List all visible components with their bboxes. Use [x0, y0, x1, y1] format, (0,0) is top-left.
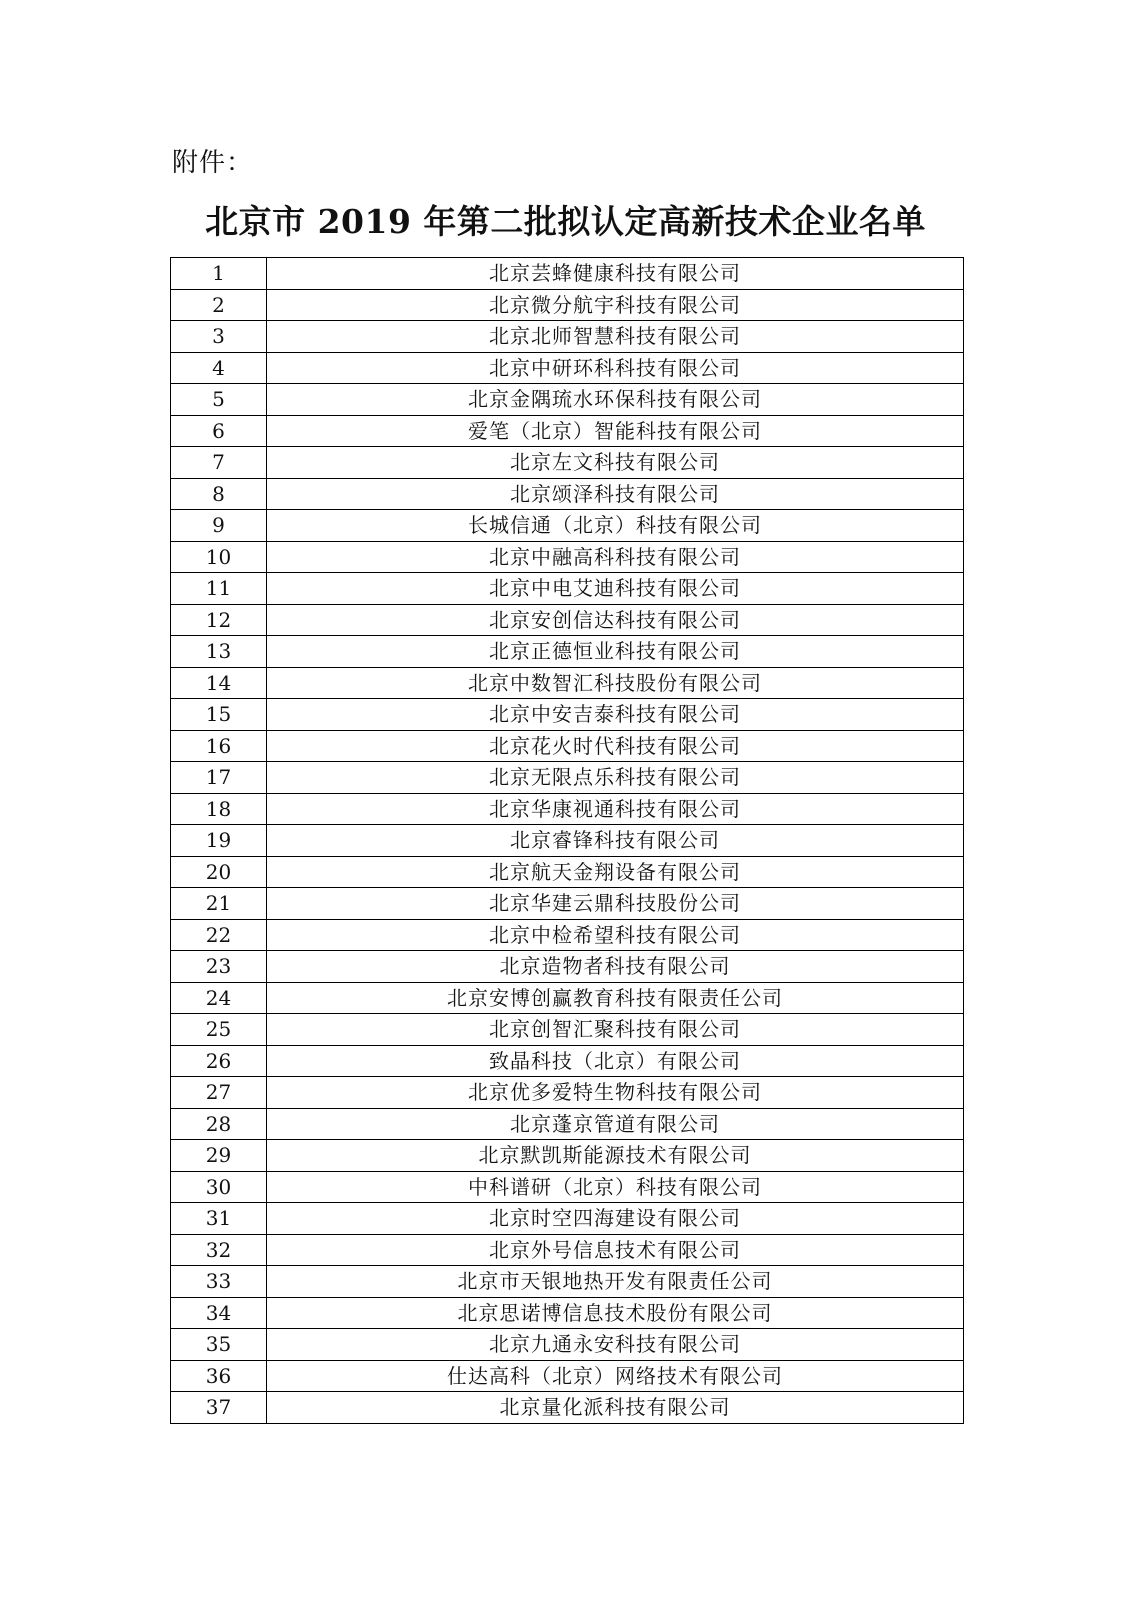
table-row — [171, 1266, 964, 1298]
row-index-cell: 33 — [171, 1266, 267, 1298]
row-index-cell: 20 — [171, 856, 267, 888]
row-index-cell: 29 — [171, 1140, 267, 1172]
table-row — [171, 888, 964, 920]
company-name-cell: 仕达高科（北京）网络技术有限公司 — [267, 1360, 964, 1392]
table-row — [171, 1140, 964, 1172]
row-index-cell: 10 — [171, 541, 267, 573]
row-index-cell: 2 — [171, 289, 267, 321]
table-row — [171, 951, 964, 983]
table-row — [171, 604, 964, 636]
row-index-cell: 12 — [171, 604, 267, 636]
table-row — [171, 699, 964, 731]
company-name-cell: 北京外号信息技术有限公司 — [267, 1234, 964, 1266]
company-name-cell: 北京优多爱特生物科技有限公司 — [267, 1077, 964, 1109]
row-index-cell: 28 — [171, 1108, 267, 1140]
company-name-cell: 北京正德恒业科技有限公司 — [267, 636, 964, 668]
company-name-cell: 北京华康视通科技有限公司 — [267, 793, 964, 825]
table-row — [171, 825, 964, 857]
company-name-cell: 北京中安吉泰科技有限公司 — [267, 699, 964, 731]
company-name-cell: 北京默凯斯能源技术有限公司 — [267, 1140, 964, 1172]
company-name-cell: 北京无限点乐科技有限公司 — [267, 762, 964, 794]
attachment-label: 附件： — [172, 148, 254, 178]
row-index-cell: 14 — [171, 667, 267, 699]
company-name-cell: 北京中检希望科技有限公司 — [267, 919, 964, 951]
table-row — [171, 636, 964, 668]
row-index-cell: 3 — [171, 321, 267, 353]
row-index-cell: 18 — [171, 793, 267, 825]
company-name-cell: 北京颂泽科技有限公司 — [267, 478, 964, 510]
company-name-cell: 北京北师智慧科技有限公司 — [267, 321, 964, 353]
table-row — [171, 573, 964, 605]
row-index-cell: 36 — [171, 1360, 267, 1392]
company-name-cell: 北京华建云鼎科技股份公司 — [267, 888, 964, 920]
company-name-cell: 北京创智汇聚科技有限公司 — [267, 1014, 964, 1046]
row-index-cell: 15 — [171, 699, 267, 731]
table-row — [171, 1171, 964, 1203]
row-index-cell: 16 — [171, 730, 267, 762]
company-name-cell: 致晶科技（北京）有限公司 — [267, 1045, 964, 1077]
row-index-cell: 32 — [171, 1234, 267, 1266]
table-row — [171, 384, 964, 416]
row-index-cell: 1 — [171, 258, 267, 290]
company-name-cell: 北京金隅琉水环保科技有限公司 — [267, 384, 964, 416]
row-index-cell: 31 — [171, 1203, 267, 1235]
company-name-cell: 爱笔（北京）智能科技有限公司 — [267, 415, 964, 447]
row-index-cell: 25 — [171, 1014, 267, 1046]
table-row — [171, 1045, 964, 1077]
table-row — [171, 1297, 964, 1329]
table-row — [171, 510, 964, 542]
company-name-cell: 北京航天金翔设备有限公司 — [267, 856, 964, 888]
company-name-cell: 北京芸蜂健康科技有限公司 — [267, 258, 964, 290]
company-name-cell: 北京中数智汇科技股份有限公司 — [267, 667, 964, 699]
table-row — [171, 919, 964, 951]
table-row — [171, 793, 964, 825]
row-index-cell: 23 — [171, 951, 267, 983]
company-name-cell: 北京微分航宇科技有限公司 — [267, 289, 964, 321]
company-table-body — [171, 258, 964, 1424]
company-name-cell: 北京市天银地热开发有限责任公司 — [267, 1266, 964, 1298]
row-index-cell: 11 — [171, 573, 267, 605]
table-row — [171, 667, 964, 699]
table-row — [171, 478, 964, 510]
table-row — [171, 1329, 964, 1361]
table-row — [171, 982, 964, 1014]
row-index-cell: 30 — [171, 1171, 267, 1203]
table-row — [171, 352, 964, 384]
company-name-cell: 北京九通永安科技有限公司 — [267, 1329, 964, 1361]
company-name-cell: 北京左文科技有限公司 — [267, 447, 964, 479]
table-row — [171, 447, 964, 479]
company-name-cell: 北京造物者科技有限公司 — [267, 951, 964, 983]
table-row — [171, 415, 964, 447]
table-row — [171, 1077, 964, 1109]
row-index-cell: 8 — [171, 478, 267, 510]
company-name-cell: 北京蓬京管道有限公司 — [267, 1108, 964, 1140]
company-name-cell: 北京时空四海建设有限公司 — [267, 1203, 964, 1235]
row-index-cell: 9 — [171, 510, 267, 542]
table-row — [171, 1392, 964, 1424]
company-name-cell: 北京中电艾迪科技有限公司 — [267, 573, 964, 605]
company-name-cell: 北京思诺博信息技术股份有限公司 — [267, 1297, 964, 1329]
row-index-cell: 5 — [171, 384, 267, 416]
table-row — [171, 730, 964, 762]
table-row — [171, 856, 964, 888]
row-index-cell: 7 — [171, 447, 267, 479]
table-row — [171, 1203, 964, 1235]
row-index-cell: 6 — [171, 415, 267, 447]
company-name-cell: 长城信通（北京）科技有限公司 — [267, 510, 964, 542]
company-table — [170, 257, 964, 1424]
row-index-cell: 21 — [171, 888, 267, 920]
table-row — [171, 541, 964, 573]
document-title: 北京市 2019 年第二批拟认定高新技术企业名单 — [205, 202, 926, 241]
company-name-cell: 北京中研环科科技有限公司 — [267, 352, 964, 384]
table-row — [171, 1360, 964, 1392]
row-index-cell: 17 — [171, 762, 267, 794]
company-name-cell: 北京睿锋科技有限公司 — [267, 825, 964, 857]
row-index-cell: 34 — [171, 1297, 267, 1329]
row-index-cell: 4 — [171, 352, 267, 384]
row-index-cell: 24 — [171, 982, 267, 1014]
row-index-cell: 19 — [171, 825, 267, 857]
table-row — [171, 321, 964, 353]
table-row — [171, 1108, 964, 1140]
company-name-cell: 中科谱研（北京）科技有限公司 — [267, 1171, 964, 1203]
company-name-cell: 北京花火时代科技有限公司 — [267, 730, 964, 762]
table-row — [171, 258, 964, 290]
row-index-cell: 13 — [171, 636, 267, 668]
company-name-cell: 北京安博创赢教育科技有限责任公司 — [267, 982, 964, 1014]
table-row — [171, 1014, 964, 1046]
table-row — [171, 1234, 964, 1266]
row-index-cell: 35 — [171, 1329, 267, 1361]
company-name-cell: 北京安创信达科技有限公司 — [267, 604, 964, 636]
row-index-cell: 27 — [171, 1077, 267, 1109]
company-name-cell: 北京量化派科技有限公司 — [267, 1392, 964, 1424]
company-name-cell: 北京中融高科科技有限公司 — [267, 541, 964, 573]
table-row — [171, 289, 964, 321]
row-index-cell: 26 — [171, 1045, 267, 1077]
row-index-cell: 37 — [171, 1392, 267, 1424]
row-index-cell: 22 — [171, 919, 267, 951]
table-row — [171, 762, 964, 794]
